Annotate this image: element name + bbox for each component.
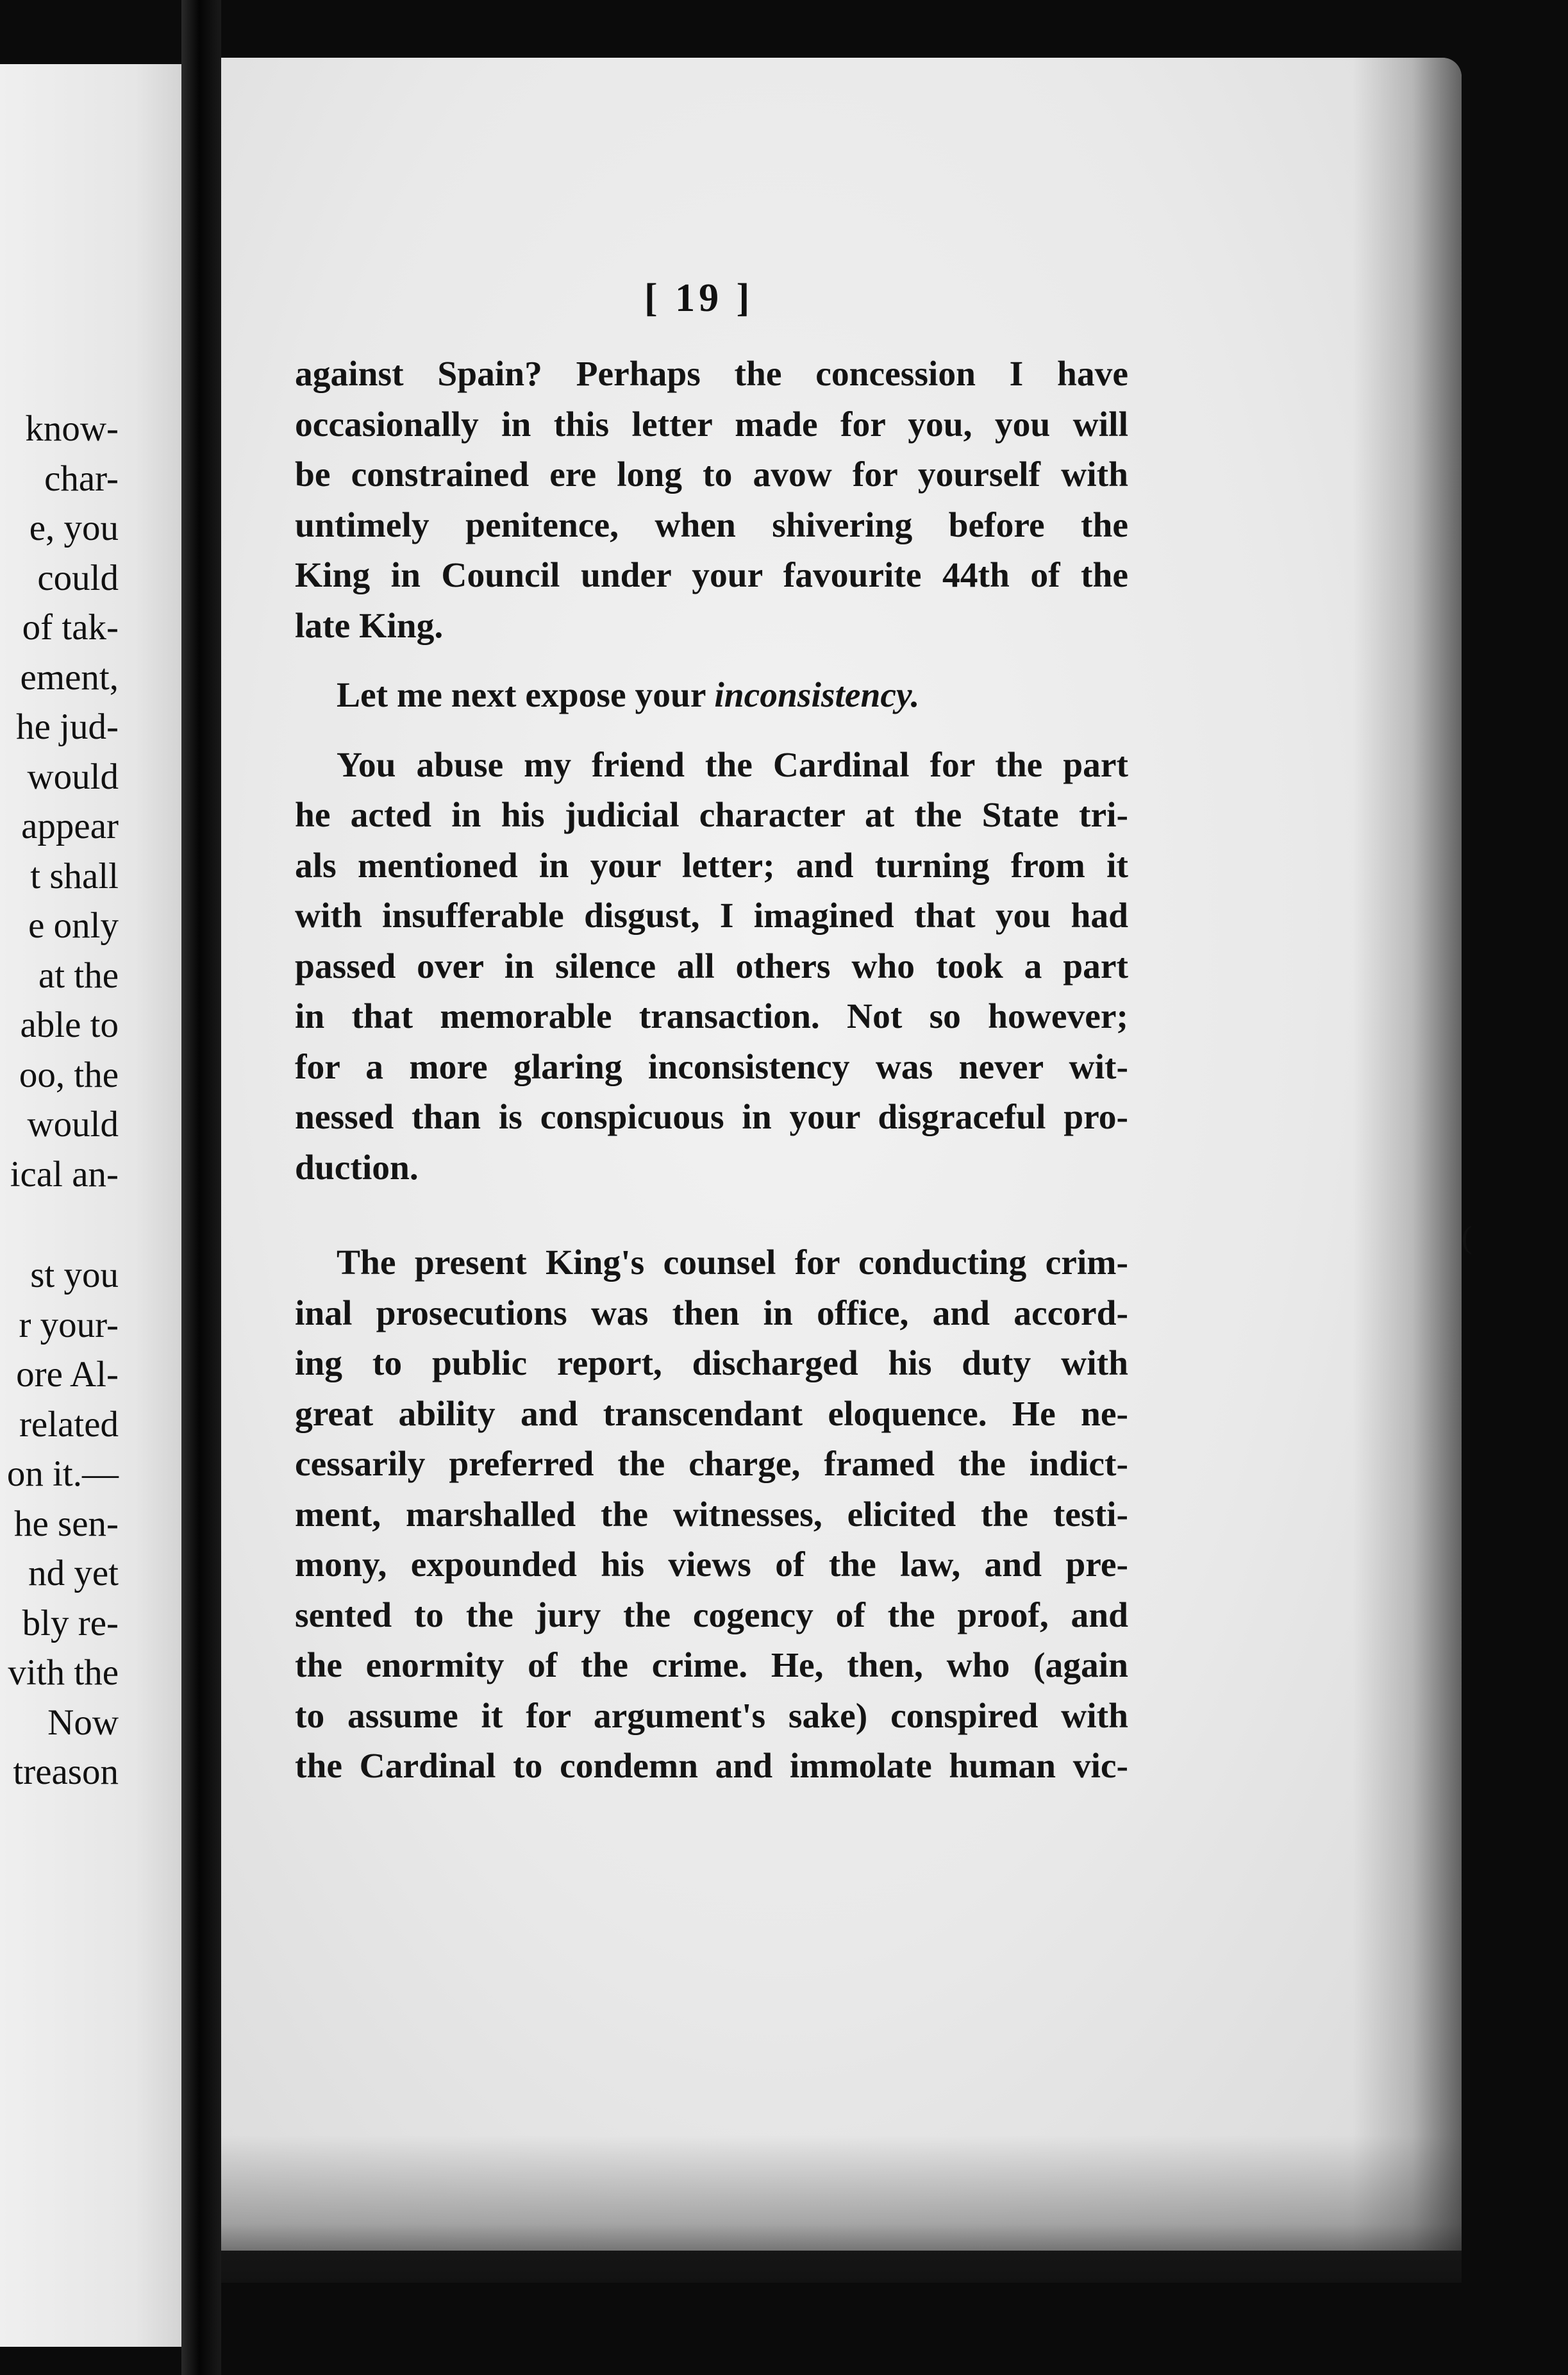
text-line: ment, marshalled the witnesses, elicited the testi- <box>295 1495 1128 1534</box>
facing-line: vith the <box>8 1652 119 1693</box>
facing-line: ement, <box>20 657 119 698</box>
text-line: untimely penitence, when shivering before the <box>295 505 1128 545</box>
text-line: duction. <box>295 1148 419 1188</box>
facing-line: oo, the <box>19 1054 119 1095</box>
text-line: inal prosecutions was then in office, and accord- <box>295 1293 1128 1333</box>
facing-line: could <box>37 557 119 598</box>
facing-line: at the <box>38 955 119 996</box>
book-gutter <box>181 0 221 2375</box>
text-line: against Spain? Perhaps the concession I have <box>295 355 1128 394</box>
text-line: late King. <box>295 606 444 646</box>
facing-line: able to <box>20 1005 119 1045</box>
text-line: with insufferable disgust, I imagined that you had <box>295 896 1128 936</box>
facing-line: bly re- <box>22 1602 119 1643</box>
facing-line: st you <box>30 1255 119 1295</box>
edge-mark: ( <box>1462 1219 1472 1255</box>
facing-line: t shall <box>30 855 119 896</box>
facing-gap <box>7 1199 119 1250</box>
facing-line: r your- <box>19 1304 119 1345</box>
page-body-text <box>295 349 1128 1792</box>
facing-line: treason <box>13 1752 119 1792</box>
facing-line: know- <box>25 408 119 449</box>
facing-page-left <box>0 64 192 2347</box>
text-line: occasionally in this letter made for you, you will <box>295 405 1128 444</box>
facing-line: would <box>27 1104 119 1145</box>
text-line: als mentioned in your letter; and turning from it <box>295 846 1128 885</box>
text-line: to assume it for argument's sake) conspired with <box>295 1696 1128 1736</box>
text-line: passed over in silence all others who took a part <box>295 946 1128 986</box>
text-line: The present King's counsel for conducting crim- <box>337 1243 1128 1282</box>
facing-line: Now <box>47 1702 119 1743</box>
text-line: ing to public report, discharged his duty with <box>295 1344 1128 1383</box>
text-line: sented to the jury the cogency of the proof, and <box>295 1595 1128 1635</box>
facing-line: e, you <box>29 508 119 548</box>
text-line: the Cardinal to condemn and immolate human vic- <box>295 1747 1128 1786</box>
paragraph-gap <box>295 721 1128 741</box>
facing-line: char- <box>44 458 119 499</box>
facing-line: he sen- <box>13 1503 119 1544</box>
paragraph-gap <box>295 1193 1128 1238</box>
text-line: be constrained ere long to avow for yourself with <box>295 455 1128 494</box>
paragraph-gap <box>295 651 1128 671</box>
text-line: great ability and transcendant eloquence. He ne- <box>295 1394 1128 1434</box>
facing-line: related <box>19 1404 119 1445</box>
text-run: Let me next expose your <box>337 676 715 715</box>
facing-line: nd yet <box>28 1553 119 1593</box>
text-line: You abuse my friend the Cardinal for the part <box>337 745 1128 785</box>
text-line: the enormity of the crime. He, then, who (again <box>295 1646 1128 1685</box>
facing-line: of tak- <box>22 607 119 648</box>
facing-line: ical an- <box>10 1154 119 1195</box>
page-number: [ 19 ] <box>644 276 754 320</box>
facing-line: e only <box>28 905 119 946</box>
text-line: he acted in his judicial character at the State tri- <box>295 796 1128 835</box>
facing-line: on it.— <box>6 1454 119 1494</box>
text-line: for a more glaring inconsistency was never wit- <box>295 1047 1128 1087</box>
page-bottom-shadow <box>221 2135 1462 2283</box>
text-line: King in Council under your favourite 44th of the <box>295 556 1128 595</box>
facing-line: would <box>27 756 119 797</box>
text-line: in that memorable transaction. Not so however; <box>295 997 1128 1036</box>
facing-line: ore Al- <box>16 1354 119 1395</box>
text-line: cessarily preferred the charge, framed the indict- <box>295 1445 1128 1484</box>
text-line-with-italic <box>295 671 1128 721</box>
facing-page-text <box>7 404 119 1797</box>
text-line: nessed than is conspicuous in your disgraceful pro- <box>295 1098 1128 1137</box>
facing-line: appear <box>21 806 119 846</box>
italic-run: inconsistency. <box>714 676 920 715</box>
text-line: mony, expounded his views of the law, and pre- <box>295 1545 1128 1584</box>
facing-line: he jud- <box>16 707 119 747</box>
